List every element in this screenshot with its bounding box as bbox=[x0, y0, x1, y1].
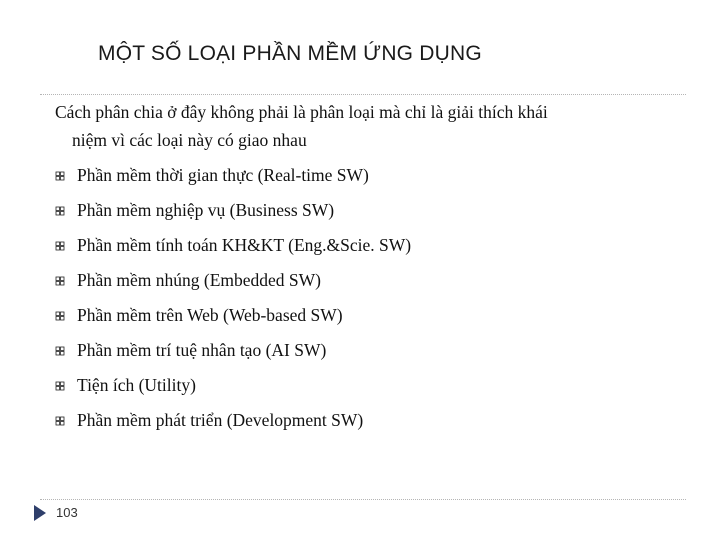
bullet-item bbox=[55, 333, 675, 368]
bullet-label: Tiện ích (Utility) bbox=[77, 375, 196, 395]
bullet-item bbox=[55, 228, 675, 263]
page-number: 103 bbox=[56, 505, 78, 520]
bullet-label: Phần mềm nhúng (Embedded SW) bbox=[77, 270, 321, 290]
intro-line-2: niệm vì các loại này có giao nhau bbox=[72, 130, 307, 150]
square-bullet-icon bbox=[55, 346, 65, 356]
footer-divider bbox=[40, 499, 686, 500]
bullet-item bbox=[55, 298, 675, 333]
triangle-right-icon bbox=[33, 504, 47, 522]
bullet-label: Phần mềm thời gian thực (Real-time SW) bbox=[77, 165, 369, 185]
square-bullet-icon bbox=[55, 206, 65, 216]
bullet-label: Phần mềm phát triển (Development SW) bbox=[77, 410, 364, 430]
square-bullet-icon bbox=[55, 241, 65, 251]
square-bullet-icon bbox=[55, 311, 65, 321]
intro-line-1: Cách phân chia ở đây không phải là phân loại mà chỉ là giải thích khái bbox=[55, 102, 548, 122]
square-bullet-icon bbox=[55, 416, 65, 426]
bullet-label: Phần mềm tính toán KH&KT (Eng.&Scie. SW) bbox=[77, 235, 412, 255]
bullet-item bbox=[55, 193, 675, 228]
bullet-label: Phần mềm trí tuệ nhân tạo (AI SW) bbox=[77, 340, 327, 360]
slide-title: MỘT SỐ LOẠI PHẦN MỀM ỨNG DỤNG bbox=[98, 42, 482, 65]
bullet-item bbox=[55, 158, 675, 193]
square-bullet-icon bbox=[55, 276, 65, 286]
bullet-label: Phần mềm trên Web (Web-based SW) bbox=[77, 305, 343, 325]
bullet-item bbox=[55, 263, 675, 298]
square-bullet-icon bbox=[55, 381, 65, 391]
square-bullet-icon bbox=[55, 171, 65, 181]
bullet-item bbox=[55, 368, 675, 403]
bullet-label: Phần mềm nghiệp vụ (Business SW) bbox=[77, 200, 335, 220]
intro-paragraph bbox=[55, 98, 665, 154]
title-divider bbox=[40, 94, 686, 95]
bullet-item bbox=[55, 403, 675, 438]
bullet-list bbox=[55, 158, 675, 438]
